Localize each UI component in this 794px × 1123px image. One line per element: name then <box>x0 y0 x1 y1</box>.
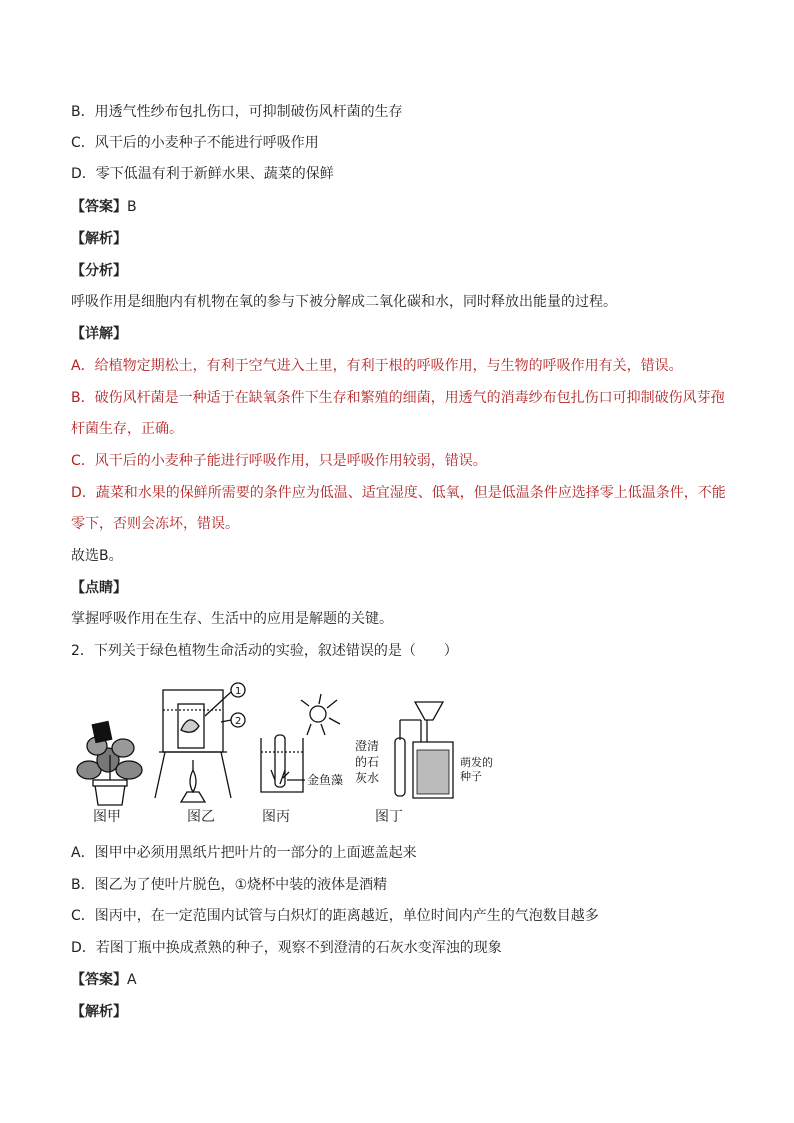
point-text: 掌握呼吸作用在生存、生活中的应用是解题的关键。 <box>71 611 393 627</box>
figure-yi-apparatus <box>155 683 245 802</box>
q2-answer-label: 【答案】 <box>71 972 127 988</box>
detail-b-line1: B．破伤风杆菌是一种适于在缺氧条件下生存和繁殖的细菌，用透气的消毒纱布包扎伤口可抑制破伤风芽孢 <box>71 390 725 406</box>
detail-b-line2: 杆菌生存，正确。 <box>71 421 183 437</box>
answer-line <box>71 197 137 217</box>
svg-text:2: 2 <box>235 716 242 727</box>
figure-ding-apparatus <box>395 702 453 798</box>
option-c: C．风干后的小麦种子不能进行呼吸作用 <box>71 135 319 151</box>
q2-answer-value: A <box>127 972 137 988</box>
q2-option-d: D．若图丁瓶中换成煮熟的种子，观察不到澄清的石灰水变浑浊的现象 <box>71 940 502 956</box>
q2-answer-line <box>71 970 137 990</box>
fenxi-text: 呼吸作用是细胞内有机物在氧的参与下被分解成二氧化碳和水，同时释放出能量的过程。 <box>71 294 617 310</box>
caption-ding: 图丁 <box>375 809 403 825</box>
detail-a: A．给植物定期松土，有利于空气进入土里，有利于根的呼吸作用，与生物的呼吸作用有关，错误。 <box>71 358 683 374</box>
q2-option-b: B．图乙为了使叶片脱色，①烧杯中装的液体是酒精 <box>71 877 388 893</box>
fenxi-heading: 【分析】 <box>71 263 127 279</box>
detail-d-line2: 零下，否则会冻坏，错误。 <box>71 516 239 532</box>
goldfish-weed-label: 金鱼藻 <box>307 773 344 787</box>
q2-option-c: C．图丙中，在一定范围内试管与白炽灯的距离越近，单位时间内产生的气泡数目越多 <box>71 908 599 924</box>
analysis-heading: 【解析】 <box>71 231 127 247</box>
germinating-label-1: 萌发的 <box>460 756 493 769</box>
answer-label: 【答案】 <box>71 199 127 215</box>
point-heading: 【点睛】 <box>71 580 127 596</box>
q2-analysis-heading: 【解析】 <box>71 1004 127 1020</box>
conclusion: 故选B。 <box>71 548 123 564</box>
caption-bing: 图丙 <box>262 809 290 825</box>
detail-heading: 【详解】 <box>71 326 127 342</box>
answer-value: B <box>127 199 137 215</box>
question-2-stem: 2．下列关于绿色植物生命活动的实验，叙述错误的是（ ） <box>71 643 458 659</box>
detail-d-line1: D．蔬菜和水果的保鲜所需要的条件应为低温、适宜湿度、低氧，但是低温条件应选择零上低温条件，不能 <box>71 485 726 501</box>
option-d: D．零下低温有利于新鲜水果、蔬菜的保鲜 <box>71 166 334 182</box>
svg-text:1: 1 <box>235 686 242 697</box>
germinating-label-2: 种子 <box>460 770 482 783</box>
caption-jia: 图甲 <box>93 809 121 825</box>
caption-yi: 图乙 <box>187 809 215 825</box>
limewater-label-1: 澄清 <box>355 739 380 753</box>
figure-jia-plant <box>77 722 142 805</box>
detail-c: C．风干后的小麦种子能进行呼吸作用，只是呼吸作用较弱，错误。 <box>71 453 487 469</box>
q2-option-a: A．图甲中必须用黑纸片把叶片的一部分的上面遮盖起来 <box>71 845 417 861</box>
option-b: B．用透气性纱布包扎伤口，可抑制破伤风杆菌的生存 <box>71 104 403 120</box>
limewater-label-3: 灰水 <box>355 771 380 785</box>
limewater-label-2: 的石 <box>355 755 380 769</box>
